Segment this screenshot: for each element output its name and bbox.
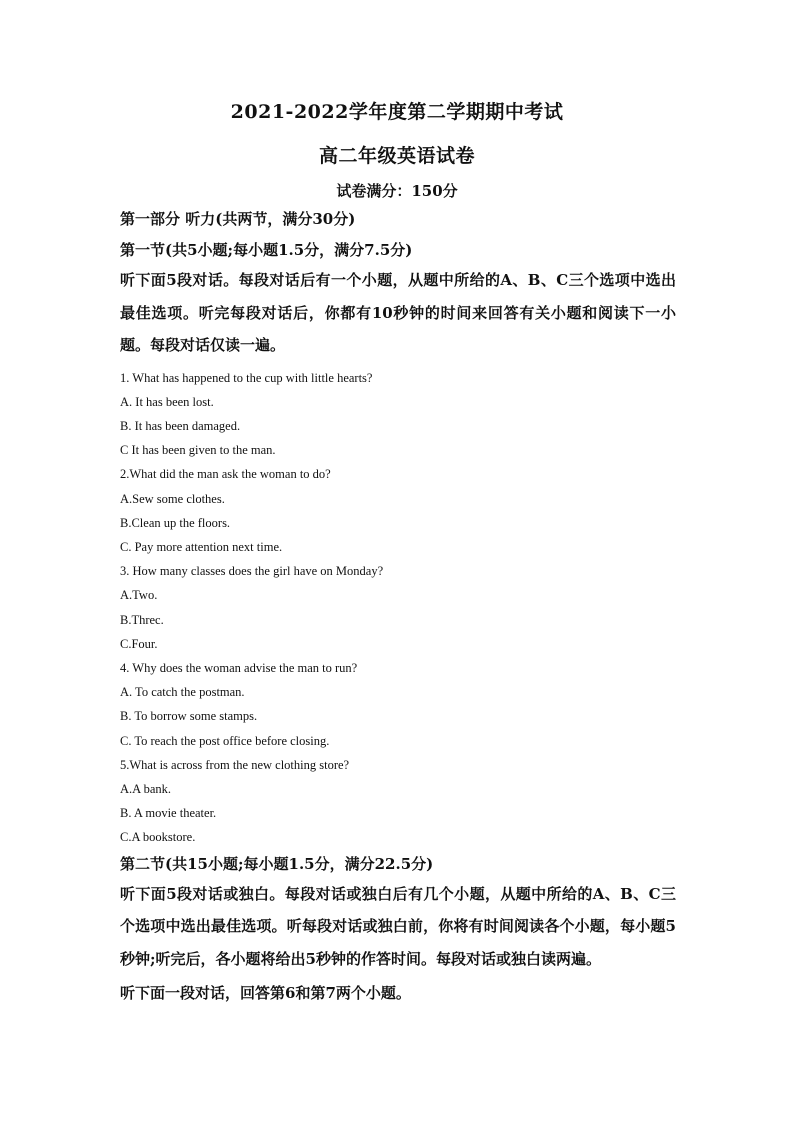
section2-instructions: 听下面5段对话或独白。每段对话或独白后有几个小题，从题中所给的A、B、C三个选项中选出最佳选项。听每段对话或独白前，你将有时间阅读各个小题，每小题5秒钟;听完后，各小题将给出5秒钟的作答时间。每段对话或独白读两遍。 — [120, 884, 676, 968]
option-a: A. To catch the postman. — [120, 685, 245, 700]
section2-sub-instruction: 听下面一段对话，回答第6和第7两个小题。 — [120, 984, 411, 1003]
option-b: B. It has been damaged. — [120, 418, 241, 433]
question-3 — [120, 559, 676, 656]
exam-body — [120, 207, 676, 1010]
option-a: A.Two. — [120, 588, 158, 603]
full-score: 试卷满分：150分 — [336, 182, 458, 200]
option-c: C. To reach the post office before closing. — [120, 733, 330, 748]
section1-instructions: 听下面5段对话。每段对话后有一个小题，从题中所给的A、B、C三个选项中选出最佳选项。听完每段对话后，你都有10秒钟的时间来回答有关小题和阅读下一小题。每段对话仅读一遍。 — [120, 271, 676, 354]
question-1 — [120, 366, 676, 463]
option-a: A.Sew some clothes. — [120, 491, 225, 506]
option-c: C. Pay more attention next time. — [120, 539, 283, 554]
option-b: B. A movie theater. — [120, 806, 217, 821]
question-2 — [120, 462, 676, 559]
question-text: 5.What is across from the new clothing store? — [120, 757, 350, 772]
option-b: B. To borrow some stamps. — [120, 709, 258, 724]
question-text: 3. How many classes does the girl have on Monday? — [120, 564, 384, 579]
question-4 — [120, 656, 676, 753]
option-a: A.A bank. — [120, 781, 172, 796]
exam-subtitle: 高二年级英语试卷 — [318, 145, 475, 167]
option-c: C.A bookstore. — [120, 830, 196, 845]
question-text: 2.What did the man ask the woman to do? — [120, 467, 331, 482]
option-c: C.Four. — [120, 636, 158, 651]
section2-heading: 第二节(共15小题;每小题1.5分，满分22.5分) — [120, 854, 434, 873]
section1-heading: 第一节(共5小题;每小题1.5分，满分7.5分) — [120, 241, 413, 259]
question-text: 1. What has happened to the cup with little hearts? — [120, 370, 373, 385]
question-list — [120, 366, 676, 850]
question-text: 4. Why does the woman advise the man to run? — [120, 660, 358, 675]
question-5 — [120, 753, 676, 850]
part1-heading: 第一部分 听力(共两节，满分30分) — [120, 210, 356, 228]
option-b: B.Threc. — [120, 612, 164, 627]
option-b: B.Clean up the floors. — [120, 515, 231, 530]
option-a: A. It has been lost. — [120, 394, 214, 409]
exam-title: 2021-2022学年度第二学期期中考试 — [230, 101, 564, 123]
option-c: C It has been given to the man. — [120, 443, 276, 458]
